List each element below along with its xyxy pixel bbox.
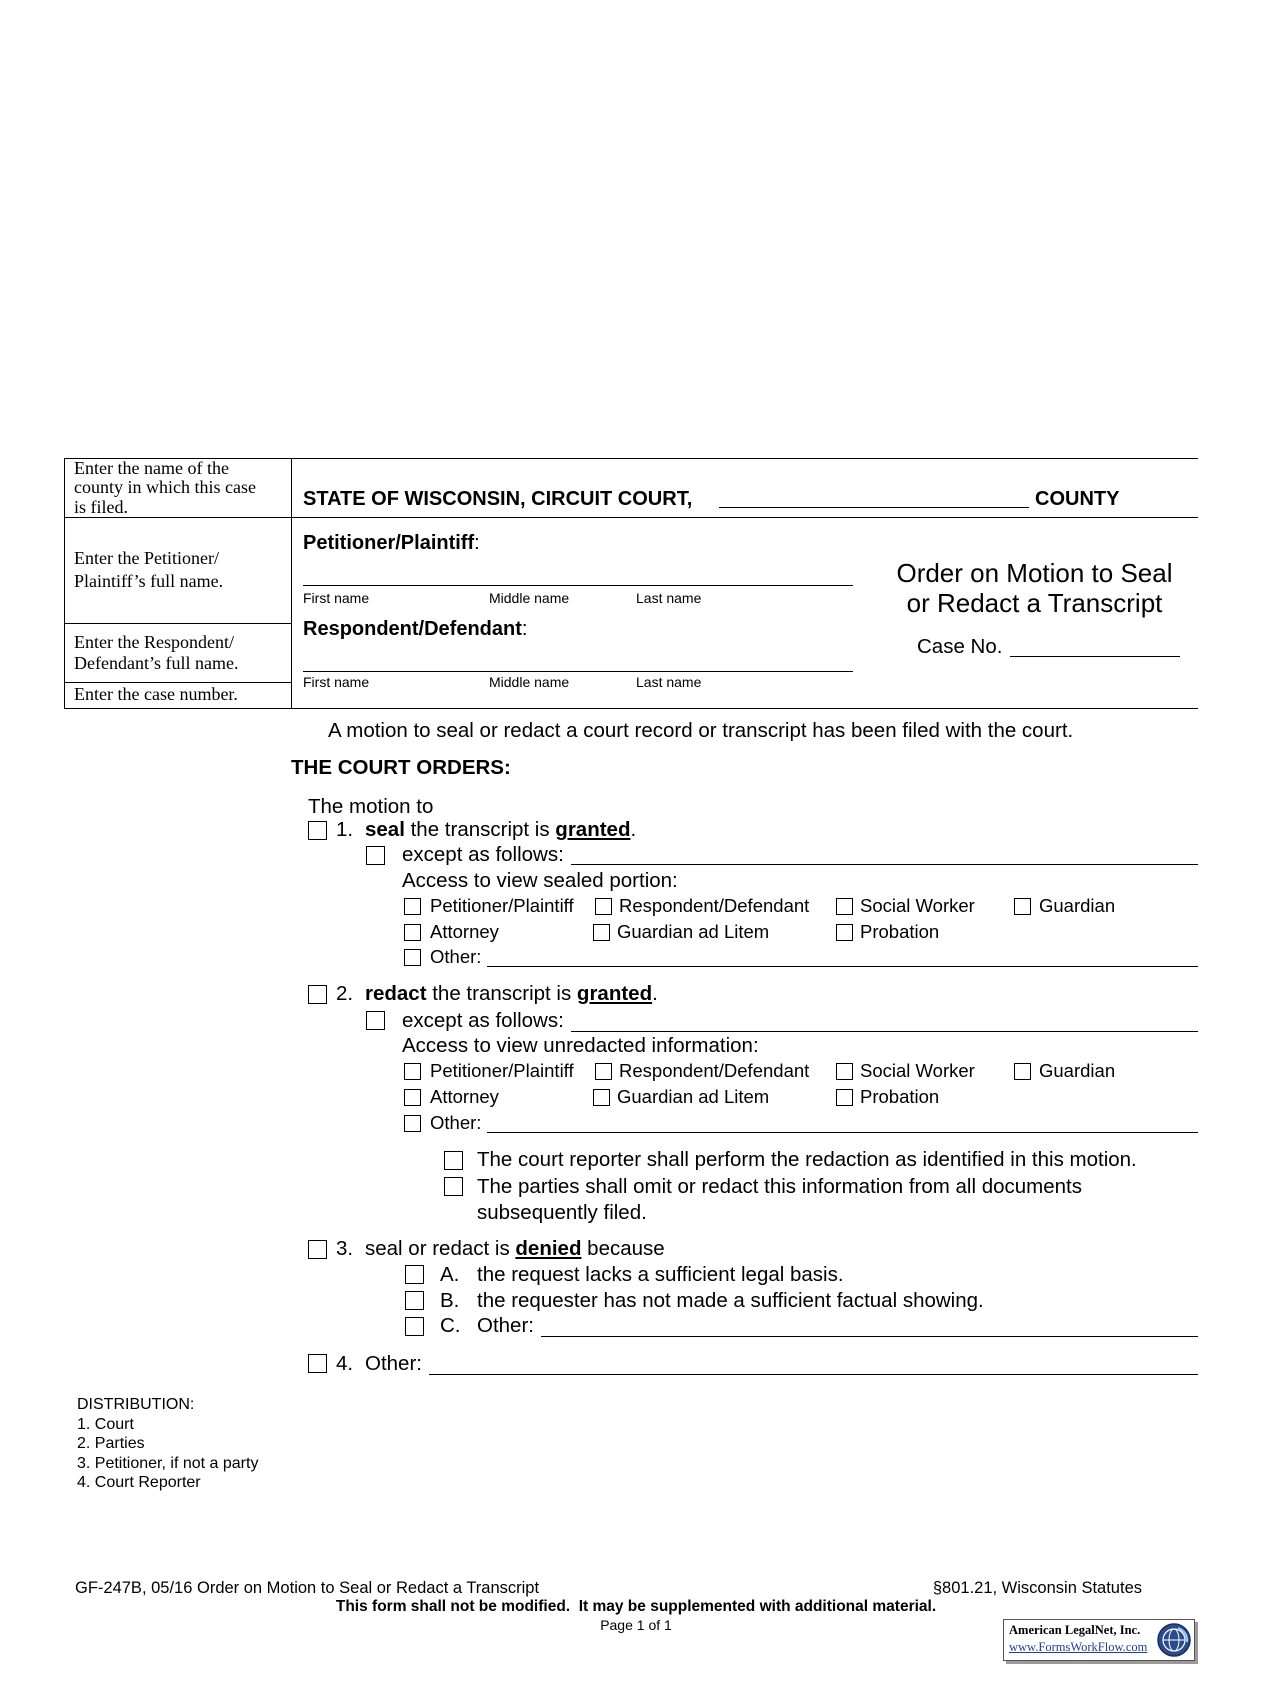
respondent-label bbox=[303, 617, 527, 641]
reason-b-text: the requester has not made a sufficient factual showing. bbox=[477, 1289, 984, 1312]
item-1-action: seal bbox=[365, 818, 405, 841]
county-instruction-line: Enter the name of the bbox=[74, 458, 229, 478]
item-1-except-label: except as follows: bbox=[402, 843, 564, 866]
sealed-guardian-checkbox[interactable] bbox=[1014, 898, 1031, 915]
item-4-field[interactable] bbox=[429, 1374, 1198, 1375]
item-1-number: 1. bbox=[336, 818, 354, 841]
item-1-checkbox[interactable] bbox=[308, 821, 327, 840]
form-id: GF-247B, 05/16 Order on Motion to Seal or Redact a Transcript bbox=[75, 1579, 540, 1597]
label-colon: : bbox=[474, 532, 480, 554]
item-3-lead: seal or redact is bbox=[365, 1237, 516, 1260]
form-title bbox=[862, 558, 1207, 618]
unredacted-other-checkbox[interactable] bbox=[404, 1115, 421, 1132]
respondent-name-field[interactable] bbox=[303, 671, 853, 672]
reason-a-letter: A. bbox=[440, 1263, 460, 1286]
petitioner-instruction bbox=[74, 547, 223, 592]
unredacted-probation-label: Probation bbox=[860, 1086, 940, 1107]
reason-a-checkbox[interactable] bbox=[405, 1265, 424, 1284]
item-4-text: Other: bbox=[365, 1352, 422, 1375]
motion-to-text: The motion to bbox=[308, 795, 434, 818]
caption-respondent-row-rule bbox=[64, 682, 292, 683]
sealed-social-worker-label: Social Worker bbox=[860, 895, 975, 916]
access-unredacted-label: Access to view unredacted information: bbox=[402, 1034, 759, 1057]
petitioner-instruction-line: Plaintiff’s full name. bbox=[74, 570, 224, 591]
unredacted-petitioner-checkbox[interactable] bbox=[404, 1063, 421, 1080]
court-prefix: STATE OF WISCONSIN, CIRCUIT COURT, bbox=[303, 488, 693, 510]
parties-omit-line: subsequently filed. bbox=[477, 1201, 647, 1224]
item-4-number: 4. bbox=[336, 1352, 354, 1375]
petitioner-last-name-caption: Last name bbox=[636, 590, 702, 606]
item-4-checkbox[interactable] bbox=[308, 1354, 327, 1373]
publisher-name: American LegalNet, Inc. bbox=[1009, 1623, 1141, 1637]
sealed-respondent-checkbox[interactable] bbox=[595, 898, 612, 915]
respondent-instruction bbox=[74, 632, 238, 675]
item-2-ruling: granted bbox=[576, 982, 653, 1005]
sealed-attorney-label: Attorney bbox=[430, 921, 499, 942]
item-2-number: 2. bbox=[336, 982, 354, 1005]
petitioner-label-text: Petitioner/Plaintiff bbox=[303, 532, 475, 554]
county-instruction-line: county in which this case bbox=[74, 477, 256, 498]
form-title-line: or Redact a Transcript bbox=[906, 588, 1163, 618]
item-1-text bbox=[365, 818, 636, 842]
item-2-action: redact bbox=[365, 982, 427, 1005]
item-2-text bbox=[365, 982, 658, 1006]
court-suffix: COUNTY bbox=[1035, 488, 1120, 510]
item-1-except-field[interactable] bbox=[571, 864, 1198, 865]
distribution-item: 1. Court bbox=[77, 1415, 134, 1433]
case-number-instruction: Enter the case number. bbox=[74, 684, 238, 704]
court-reporter-redaction-checkbox[interactable] bbox=[444, 1151, 463, 1170]
distribution-item: 4. Court Reporter bbox=[77, 1474, 201, 1491]
unredacted-gal-checkbox[interactable] bbox=[593, 1089, 610, 1106]
parties-omit-checkbox[interactable] bbox=[444, 1177, 463, 1196]
caption-court-row-rule bbox=[64, 517, 1198, 518]
item-2-middle: the transcript is bbox=[426, 982, 577, 1005]
reason-c-checkbox[interactable] bbox=[405, 1317, 424, 1336]
court-reporter-redaction-text: The court reporter shall perform the redaction as identified in this motion. bbox=[477, 1148, 1137, 1171]
unredacted-guardian-checkbox[interactable] bbox=[1014, 1063, 1031, 1080]
sealed-gal-label: Guardian ad Litem bbox=[617, 921, 770, 942]
sealed-petitioner-checkbox[interactable] bbox=[404, 898, 421, 915]
statute-reference: §801.21, Wisconsin Statutes bbox=[932, 1579, 1142, 1597]
distribution-item: 3. Petitioner, if not a party bbox=[77, 1454, 259, 1472]
unredacted-social-worker-label: Social Worker bbox=[860, 1060, 975, 1081]
case-no-label: Case No. bbox=[917, 635, 1003, 658]
reason-b-letter: B. bbox=[440, 1289, 460, 1312]
reason-c-text: Other: bbox=[477, 1314, 534, 1337]
sealed-probation-label: Probation bbox=[860, 921, 940, 942]
sealed-guardian-label: Guardian bbox=[1039, 895, 1116, 916]
sealed-other-label: Other: bbox=[430, 946, 482, 967]
access-sealed-label: Access to view sealed portion: bbox=[402, 869, 678, 892]
caption-left-border bbox=[64, 458, 65, 709]
orders-heading: THE COURT ORDERS: bbox=[291, 756, 511, 779]
unredacted-respondent-label: Respondent/Defendant bbox=[619, 1060, 810, 1081]
county-instruction-line: is filed. bbox=[74, 496, 128, 517]
item-1-except-checkbox[interactable] bbox=[366, 846, 385, 865]
unredacted-guardian-label: Guardian bbox=[1039, 1060, 1116, 1081]
item-2-except-label: except as follows: bbox=[402, 1009, 564, 1032]
sealed-attorney-checkbox[interactable] bbox=[404, 924, 421, 941]
parties-omit-line: The parties shall omit or redact this information from all documents bbox=[477, 1175, 1083, 1198]
item-2-checkbox[interactable] bbox=[308, 985, 327, 1004]
unredacted-gal-label: Guardian ad Litem bbox=[617, 1086, 770, 1107]
item-2-except-field[interactable] bbox=[571, 1031, 1198, 1032]
petitioner-first-name-caption: First name bbox=[303, 590, 370, 606]
reason-a-text: the request lacks a sufficient legal basis. bbox=[477, 1263, 844, 1286]
sealed-other-checkbox[interactable] bbox=[404, 949, 421, 966]
item-3-end: because bbox=[581, 1237, 665, 1260]
unredacted-attorney-checkbox[interactable] bbox=[404, 1089, 421, 1106]
unredacted-social-worker-checkbox[interactable] bbox=[836, 1063, 853, 1080]
petitioner-label bbox=[303, 531, 480, 555]
distribution-heading: DISTRIBUTION: bbox=[77, 1396, 195, 1413]
item-1-ruling: granted bbox=[555, 818, 631, 841]
petitioner-instruction-line: Enter the Petitioner/ bbox=[74, 548, 219, 568]
item-1-end: . bbox=[630, 818, 637, 841]
parties-omit-text bbox=[477, 1174, 1082, 1226]
reason-c-field[interactable] bbox=[541, 1336, 1198, 1337]
sealed-respondent-label: Respondent/Defendant bbox=[619, 895, 810, 916]
publisher-logo bbox=[1003, 1619, 1195, 1661]
respondent-middle-name-caption: Middle name bbox=[489, 674, 570, 690]
reason-b-checkbox[interactable] bbox=[405, 1291, 424, 1310]
item-3-text bbox=[365, 1237, 665, 1261]
sealed-other-field[interactable] bbox=[487, 966, 1198, 967]
form-title-line: Order on Motion to Seal bbox=[896, 558, 1173, 588]
respondent-label-text: Respondent/Defendant bbox=[303, 618, 522, 640]
petitioner-name-field[interactable] bbox=[303, 585, 853, 586]
reason-c-letter: C. bbox=[440, 1314, 461, 1337]
caption-bottom-rule bbox=[64, 708, 1198, 709]
distribution-list bbox=[77, 1395, 258, 1493]
unredacted-respondent-checkbox[interactable] bbox=[595, 1063, 612, 1080]
unredacted-petitioner-label: Petitioner/Plaintiff bbox=[430, 1060, 574, 1081]
item-3-ruling: denied bbox=[515, 1237, 582, 1260]
intro-text: A motion to seal or redact a court record or transcript has been filed with the court. bbox=[328, 719, 1074, 742]
respondent-instruction-line: Defendant’s full name. bbox=[74, 653, 239, 674]
sealed-probation-checkbox[interactable] bbox=[836, 924, 853, 941]
sealed-petitioner-label: Petitioner/Plaintiff bbox=[430, 895, 574, 916]
respondent-first-name-caption: First name bbox=[303, 674, 370, 690]
label-colon: : bbox=[521, 618, 528, 640]
unredacted-probation-checkbox[interactable] bbox=[836, 1089, 853, 1106]
page-number: Page 1 of 1 bbox=[600, 1617, 672, 1633]
respondent-instruction-line: Enter the Respondent/ bbox=[74, 632, 234, 652]
county-instruction bbox=[74, 459, 256, 517]
item-3-checkbox[interactable] bbox=[308, 1240, 327, 1259]
unredacted-other-field[interactable] bbox=[487, 1132, 1198, 1133]
item-1-middle: the transcript is bbox=[404, 818, 556, 841]
sealed-social-worker-checkbox[interactable] bbox=[836, 898, 853, 915]
distribution-item: 2. Parties bbox=[77, 1435, 145, 1452]
respondent-last-name-caption: Last name bbox=[636, 674, 702, 690]
publisher-link[interactable]: www.FormsWorkFlow.com bbox=[1009, 1640, 1148, 1654]
county-field[interactable] bbox=[719, 507, 1029, 508]
item-2-end: . bbox=[652, 982, 658, 1005]
globe-logo-icon bbox=[1156, 1622, 1192, 1658]
item-2-except-checkbox[interactable] bbox=[366, 1011, 385, 1030]
sealed-gal-checkbox[interactable] bbox=[593, 924, 610, 941]
case-no-field[interactable] bbox=[1010, 656, 1180, 657]
modification-notice: This form shall not be modified. It may be supplemented with additional material. bbox=[335, 1598, 937, 1615]
unredacted-attorney-label: Attorney bbox=[430, 1086, 499, 1107]
caption-column-divider bbox=[291, 458, 292, 709]
unredacted-other-label: Other: bbox=[430, 1112, 482, 1133]
caption-petitioner-row-rule bbox=[64, 623, 292, 624]
petitioner-middle-name-caption: Middle name bbox=[489, 590, 570, 606]
item-3-number: 3. bbox=[336, 1237, 354, 1260]
